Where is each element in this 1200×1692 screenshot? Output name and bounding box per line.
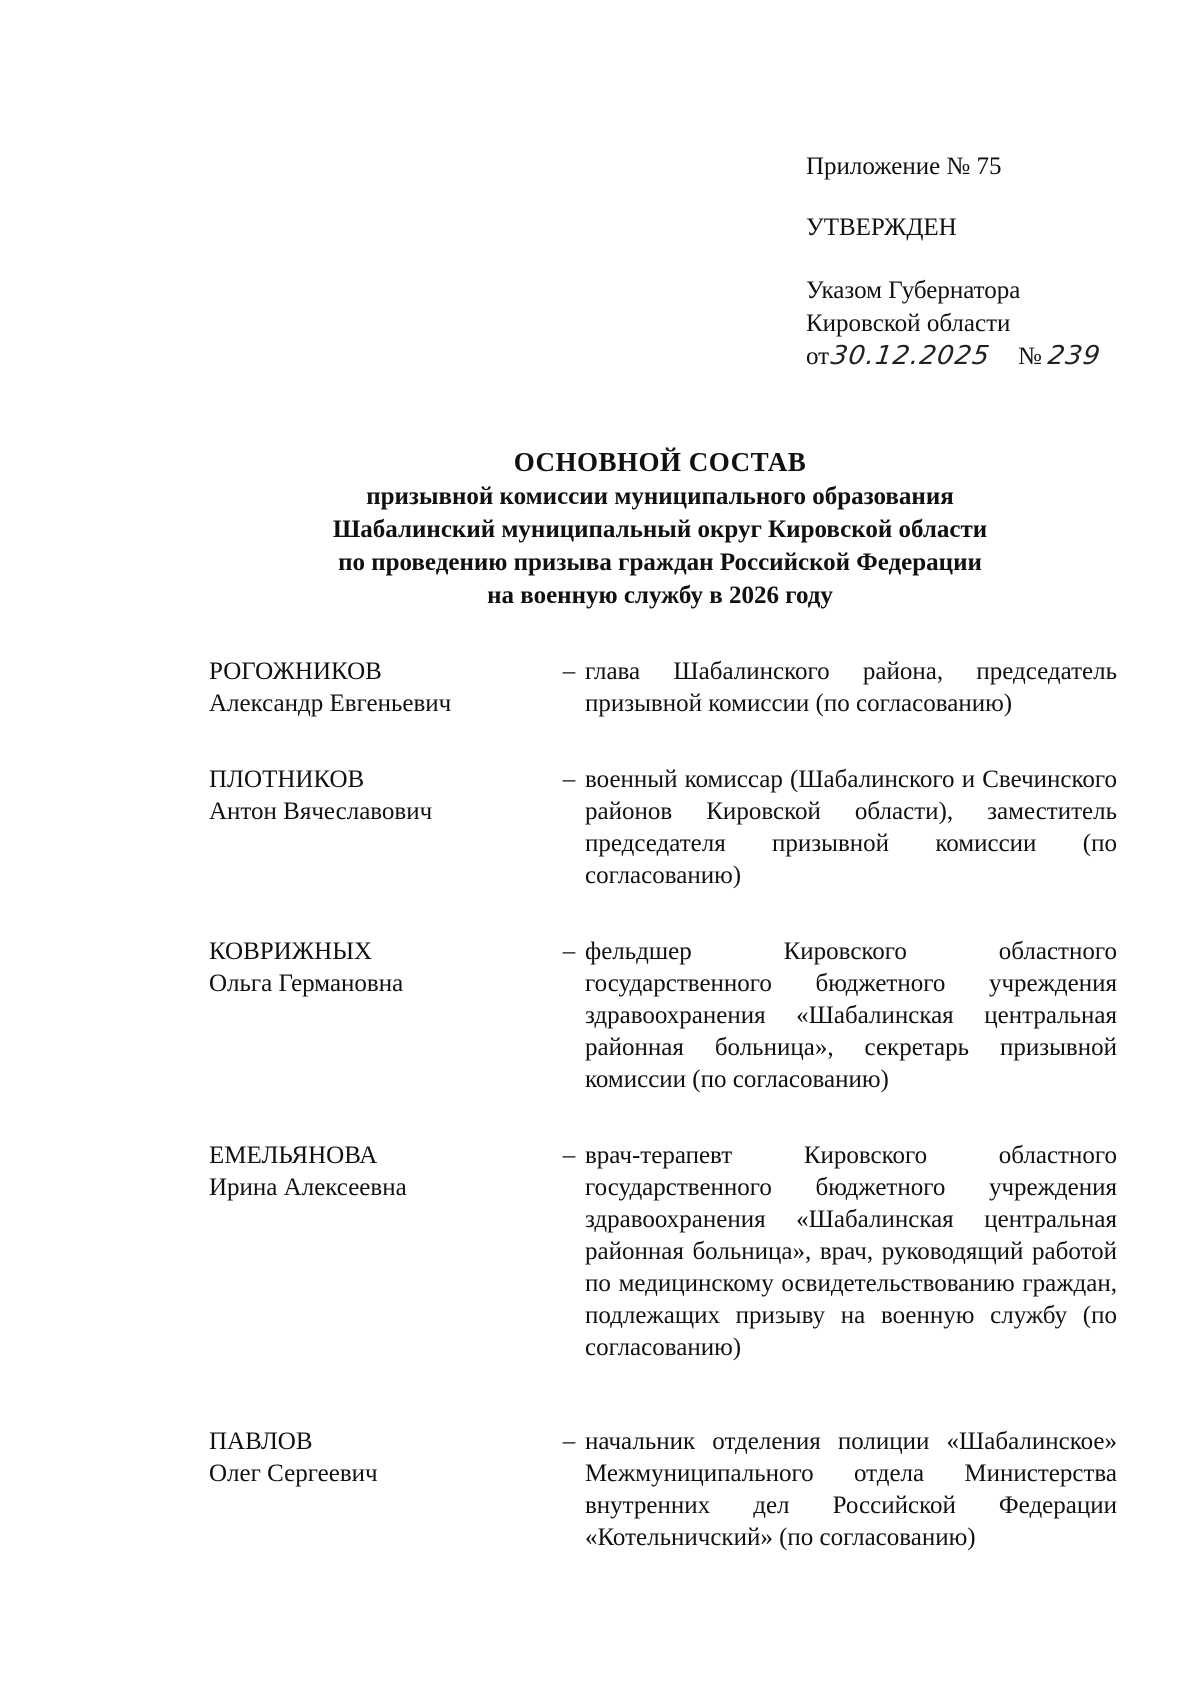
member-surname: ПЛОТНИКОВ <box>209 766 365 793</box>
member-role <box>553 764 1129 892</box>
members-list <box>209 656 1129 1554</box>
member-role-text: глава Шабалинского района, председатель призывной комиссии (по согласованию) <box>585 658 1117 717</box>
dash-separator: – <box>562 658 576 685</box>
member-surname: КОВРИЖНЫХ <box>209 938 373 965</box>
member-given-name: Антон Вячеславович <box>209 798 433 825</box>
member-role <box>553 1140 1129 1364</box>
approval-block <box>806 150 1166 373</box>
member-surname: РОГОЖНИКОВ <box>209 658 382 685</box>
member-role-text: начальник отделения полиции «Шабалинское» Межмуниципального отдела Министерства внутренних дел Российской Федерации «Котельничский» (по согласованию) <box>585 1428 1117 1551</box>
dash-separator: – <box>562 766 576 793</box>
title-line-3: по проведению призыва граждан Российской Федерации <box>338 549 982 576</box>
appendix-number: Приложение № 75 <box>806 153 1002 180</box>
document-title <box>160 444 1160 612</box>
member-role <box>553 1426 1129 1554</box>
from-label: от <box>806 343 830 370</box>
decree-date-number-line <box>806 340 1166 373</box>
member-given-name: Ирина Алексеевна <box>209 1174 407 1201</box>
dash-separator: – <box>562 1428 576 1455</box>
member-name <box>209 764 549 892</box>
member-given-name: Ольга Германовна <box>209 970 404 997</box>
member-entry <box>209 656 1129 720</box>
member-entry <box>209 936 1129 1096</box>
title-line-1: призывной комиссии муниципального образования <box>366 483 954 510</box>
member-entry <box>209 1140 1129 1364</box>
member-role-text: врач-терапевт Кировского областного государственного бюджетного учреждения здравоохранения «Шабалинская центральная районная больница», врач, руководящий работой по медицинскому освидетельствованию граждан, подлежащих призыву на военную службу (по согласованию) <box>585 1142 1117 1361</box>
member-name <box>209 1426 549 1554</box>
decree-line-1: Указом Губернатора <box>806 277 1021 304</box>
approved-stamp-text: УТВЕРЖДЕН <box>806 214 957 241</box>
member-role <box>553 656 1129 720</box>
member-surname: ЕМЕЛЬЯНОВА <box>209 1142 378 1169</box>
member-role <box>553 936 1129 1096</box>
decree-line-2: Кировской области <box>806 310 1011 337</box>
member-name <box>209 656 549 720</box>
title-line-4: на военную службу в 2026 году <box>487 582 833 609</box>
handwritten-number: 239 <box>1045 341 1103 371</box>
handwritten-date: 30.12.2025 <box>829 341 993 371</box>
member-role-text: военный комиссар (Шабалинского и Свечинского районов Кировской области), заместитель председателя призывной комиссии (по согласованию) <box>585 766 1117 889</box>
member-given-name: Александр Евгеньевич <box>209 690 452 717</box>
member-surname: ПАВЛОВ <box>209 1428 313 1455</box>
member-given-name: Олег Сергеевич <box>209 1460 378 1487</box>
title-main: ОСНОВНОЙ СОСТАВ <box>513 447 807 477</box>
title-line-2: Шабалинский муниципальный округ Кировской области <box>332 516 988 543</box>
member-role-text: фельдшер Кировского областного государственного бюджетного учреждения здравоохранения «Шабалинская центральная районная больница», секретарь призывной комиссии (по согласованию) <box>585 938 1117 1093</box>
member-name <box>209 936 549 1096</box>
member-entry <box>209 1426 1129 1554</box>
number-label: № <box>1017 343 1042 370</box>
dash-separator: – <box>562 1142 576 1169</box>
member-entry <box>209 764 1129 892</box>
dash-separator: – <box>562 938 576 965</box>
member-name <box>209 1140 549 1364</box>
